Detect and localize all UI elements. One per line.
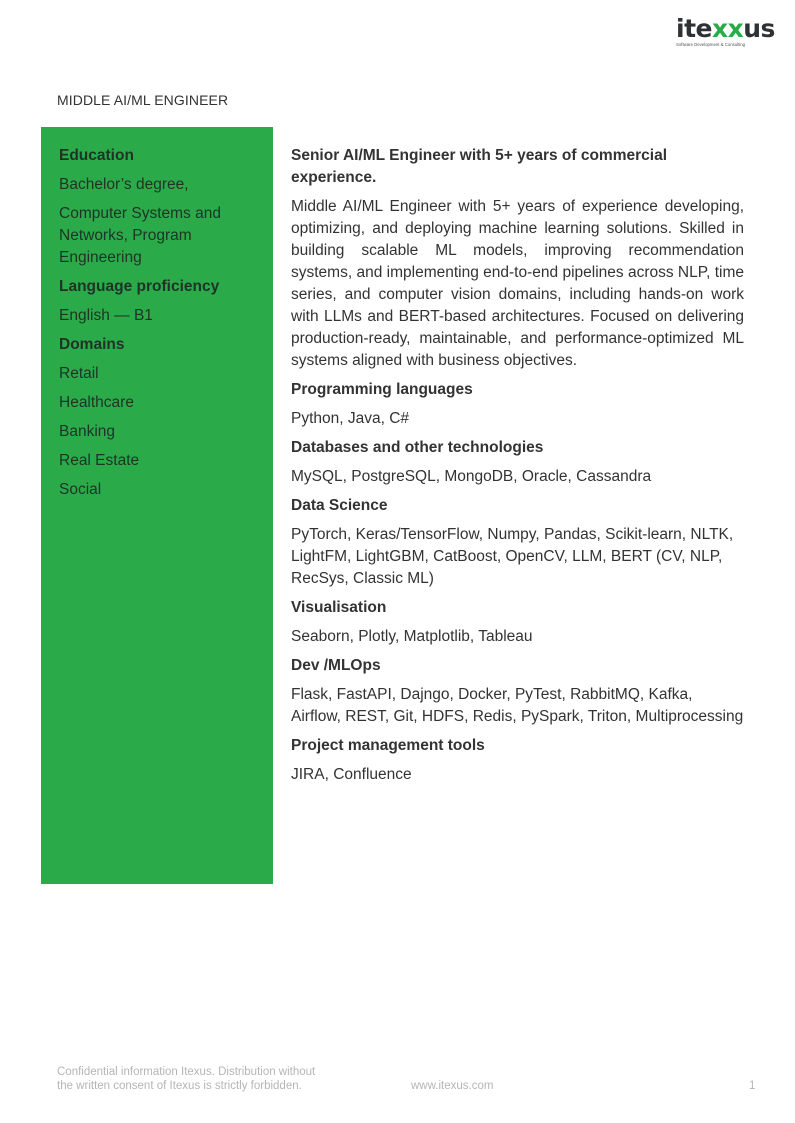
footer-website-link[interactable]: www.itexus.com xyxy=(411,1080,494,1092)
sidebar-panel xyxy=(41,127,273,884)
sidebar-item: Computer Systems and Networks, Program Engineering xyxy=(59,205,221,266)
sidebar-heading: Language proficiency xyxy=(59,278,220,295)
section-text: Python, Java, C# xyxy=(291,410,410,427)
logo-prefix: ite xyxy=(676,14,712,43)
logo-tagline: Software Development & Consulting xyxy=(676,42,746,47)
sidebar-item: Healthcare xyxy=(59,394,134,411)
sidebar-item: Retail xyxy=(59,365,99,382)
sidebar-heading: Domains xyxy=(59,336,125,353)
sidebar-item: Banking xyxy=(59,423,116,440)
skills-sections xyxy=(291,379,744,786)
logo-suffix: us xyxy=(743,14,775,43)
logo-mark: xx xyxy=(711,14,744,43)
main-content xyxy=(291,145,744,793)
section-text: JIRA, Confluence xyxy=(291,766,412,783)
footer-confidential-line1: Confidential information Itexus. Distribution without xyxy=(57,1066,316,1078)
section-text: Flask, FastAPI, Dajngo, Docker, PyTest, RabbitMQ, Kafka, Airflow, REST, Git, HDFS, Redis, PySpark, Triton, Multiprocessing xyxy=(291,686,744,725)
section-heading: Project management tools xyxy=(291,737,485,754)
section-text: MySQL, PostgreSQL, MongoDB, Oracle, Cassandra xyxy=(291,468,652,485)
sidebar-item: English — B1 xyxy=(59,307,153,324)
footer-confidential xyxy=(57,1065,315,1093)
section-text: PyTorch, Keras/TensorFlow, Numpy, Pandas, Scikit-learn, NLTK, LightFM, LightGBM, CatBoost, OpenCV, LLM, BERT (CV, NLP, RecSys, Classic ML) xyxy=(291,526,734,587)
logo-wordmark xyxy=(676,14,775,43)
section-heading: Visualisation xyxy=(291,599,387,616)
itexus-logo xyxy=(676,14,775,50)
summary-headline: Senior AI/ML Engineer with 5+ years of commercial experience. xyxy=(291,147,667,186)
page-number: 1 xyxy=(749,1080,756,1092)
document-title: MIDDLE AI/ML ENGINEER xyxy=(57,92,229,108)
footer-confidential-line2: the written consent of Itexus is strictly forbidden. xyxy=(57,1080,302,1092)
summary-body: Middle AI/ML Engineer with 5+ years of experience developing, optimizing, and deploying machine learning solutions. Skilled in building scalable ML models, improving recommendation systems, and implementing end-to-end pipelines across NLP, time series, and computer vision domains, including hands-on work with LLMs and BERT-based architectures. Focused on delivering production-ready, maintainable, and performance-optimized ML systems aligned with business objectives. xyxy=(291,198,744,369)
sidebar-item: Bachelor’s degree, xyxy=(59,176,189,193)
section-heading: Data Science xyxy=(291,497,388,514)
section-heading: Programming languages xyxy=(291,381,473,398)
sidebar-item: Social xyxy=(59,481,102,498)
section-heading: Databases and other technologies xyxy=(291,439,544,456)
section-text: Seaborn, Plotly, Matplotlib, Tableau xyxy=(291,628,533,645)
sidebar-heading: Education xyxy=(59,147,134,164)
sidebar-item: Real Estate xyxy=(59,452,140,469)
section-heading: Dev /MLOps xyxy=(291,657,381,674)
